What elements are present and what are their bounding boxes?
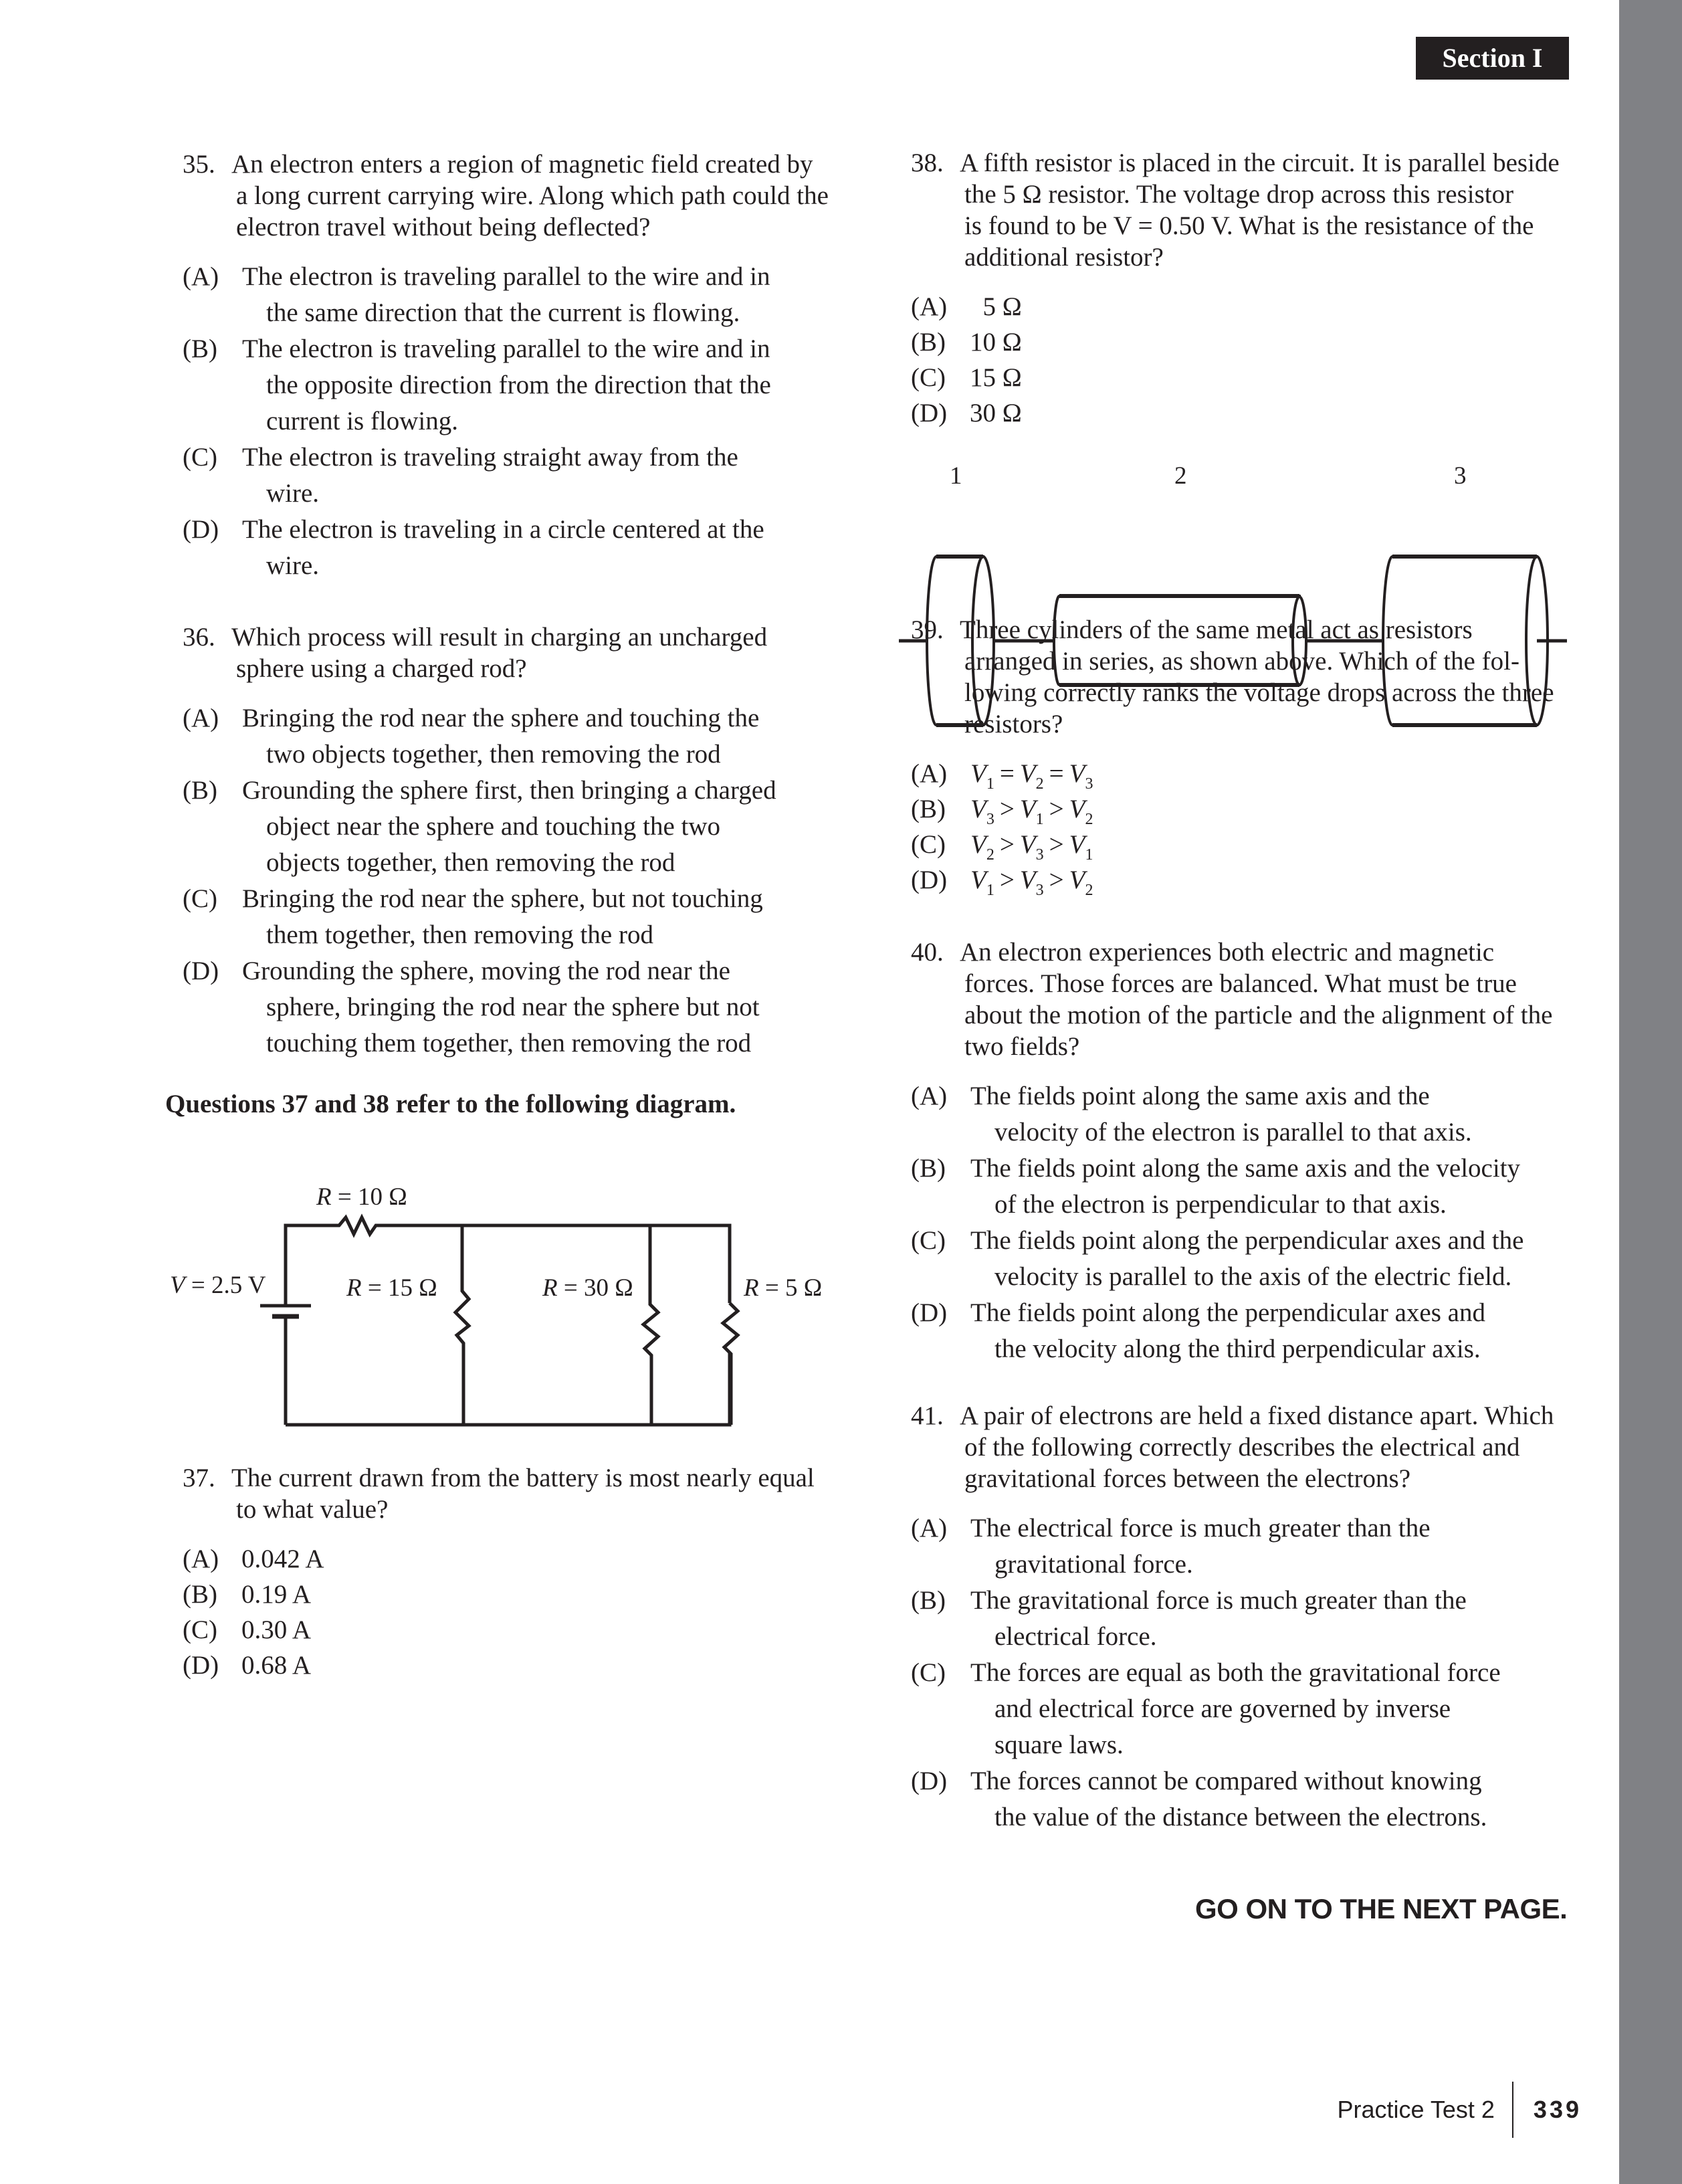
comparison-operator: = [999, 759, 1015, 788]
option-text-line: Bringing the rod near the sphere, but not touching [242, 884, 763, 913]
subscript: 2 [1085, 811, 1093, 828]
option-text-line: the velocity along the third perpendicular axis. [994, 1334, 1481, 1363]
option-text-line: sphere, bringing the rod near the sphere but not [266, 993, 760, 1021]
option-text-line: The fields point along the same axis and the velocity [970, 1154, 1521, 1183]
option-text-line: two objects together, then removing the rod [266, 740, 721, 769]
question-text-line: arranged in series, as shown above. Which of the fol- [964, 647, 1519, 676]
answer-option-b[interactable] [911, 791, 1580, 827]
question-text-line: about the motion of the particle and the alignment of the [964, 1001, 1553, 1029]
question-text-line: additional resistor? [964, 243, 1164, 272]
question-text-line: two fields? [964, 1032, 1080, 1061]
subscript: 3 [1035, 846, 1044, 864]
option-letter: (C) [911, 830, 946, 859]
diagram-heading: Questions 37 and 38 refer to the following diagram. [165, 1090, 736, 1118]
option-text-line: current is flowing. [266, 407, 459, 435]
option-letter: (A) [911, 1082, 948, 1110]
question-text-line: An electron experiences both electric and magnetic [960, 938, 1495, 967]
comparison-operator: > [1049, 795, 1064, 823]
voltage-variable: V [1069, 795, 1085, 823]
question-text-line: resistors? [964, 710, 1063, 738]
subscript: 1 [1085, 846, 1093, 864]
option-letter: (D) [911, 1298, 948, 1327]
option-text-line: them together, then removing the rod [266, 920, 653, 949]
question-text-line: forces. Those forces are balanced. What must be true [964, 969, 1517, 998]
go-on-next-page: GO ON TO THE NEXT PAGE. [1195, 1893, 1568, 1924]
option-text-line: The electron is traveling parallel to the wire and in [242, 334, 770, 363]
question-number: 38. [911, 148, 944, 177]
answer-option-b[interactable] [911, 1151, 1580, 1223]
subscript: 3 [986, 811, 994, 828]
option-text-line: object near the sphere and touching the two [266, 812, 721, 841]
voltage-variable: V [1019, 830, 1036, 859]
answer-options [911, 1510, 1580, 1835]
option-letter: (C) [911, 1658, 946, 1687]
comparison-operator: = [1049, 759, 1064, 788]
question-text-line: a long current carrying wire. Along which path could the [236, 181, 829, 210]
option-letter: (A) [183, 262, 219, 291]
option-letter: (D) [183, 515, 219, 544]
voltage-variable: V [1069, 866, 1085, 894]
question-text-line: to what value? [236, 1495, 389, 1524]
option-text-line: 0.30 A [241, 1615, 312, 1644]
comparison-operator: > [999, 830, 1015, 859]
option-text-line: of the electron is perpendicular to that axis. [994, 1190, 1447, 1219]
subscript: 1 [986, 775, 994, 793]
option-text-line: wire. [266, 479, 320, 508]
answer-options [911, 756, 1580, 898]
option-text-line: 5 Ω [970, 292, 1022, 321]
option-letter: (B) [911, 1586, 946, 1615]
comparison-operator: > [1049, 830, 1064, 859]
option-letter: (A) [911, 759, 948, 788]
option-text-line: Bringing the rod near the sphere and touching the [242, 704, 760, 732]
option-text-line: the opposite direction from the direction that the [266, 371, 771, 399]
series-resistor-label: R = 10 Ω [316, 1183, 407, 1211]
voltage-variable: V [970, 759, 986, 788]
question-number: 41. [911, 1401, 944, 1430]
option-letter: (B) [183, 1580, 217, 1609]
question-stem [911, 1400, 1580, 1494]
answer-option-b[interactable] [911, 1583, 1580, 1655]
option-text-line: gravitational force. [994, 1550, 1193, 1579]
battery-voltage-label: V = 2.5 V [170, 1272, 266, 1299]
option-text-line: touching them together, then removing the rod [266, 1029, 752, 1058]
page-number: 339 [1533, 2096, 1582, 2123]
question-text-line: of the following correctly describes the electrical and [964, 1433, 1520, 1462]
option-letter: (B) [183, 776, 217, 805]
option-expression [970, 756, 1580, 791]
cylinder-label-2: 2 [1174, 462, 1187, 490]
question-number: 37. [183, 1464, 215, 1492]
option-letter: (D) [911, 399, 948, 427]
option-letter: (A) [911, 1514, 948, 1543]
question-text-line: Three cylinders of the same metal act as resistors [960, 615, 1473, 644]
subscript: 3 [1085, 775, 1093, 793]
option-text-line: wire. [266, 551, 320, 580]
option-letter: (D) [911, 866, 948, 894]
option-text-line: Grounding the sphere first, then bringing a charged [242, 776, 776, 805]
answer-options [911, 1078, 1580, 1367]
option-text-line: the value of the distance between the electrons. [994, 1803, 1487, 1831]
question-text-line: Which process will result in charging an uncharged [231, 623, 768, 652]
option-text-line: the same direction that the current is flowing. [266, 298, 740, 327]
subscript: 2 [1085, 882, 1093, 899]
page-footer [1337, 2082, 1582, 2138]
question-number: 39. [911, 615, 944, 644]
question-text-line: gravitational forces between the electrons? [964, 1464, 1411, 1493]
option-letter: (D) [911, 1767, 948, 1795]
question-stem [911, 614, 1580, 740]
answer-option-d[interactable] [911, 1763, 1580, 1835]
footer-divider [1512, 2082, 1513, 2138]
option-letter: (B) [183, 334, 217, 363]
answer-option-c[interactable] [911, 1655, 1580, 1763]
question-text-line: An electron enters a region of magnetic field created by [231, 150, 813, 179]
option-letter: (B) [911, 795, 946, 823]
section-label: Section I [1416, 37, 1569, 80]
question-stem [911, 936, 1580, 1062]
answer-option-d[interactable] [911, 1295, 1580, 1367]
option-text-line: Grounding the sphere, moving the rod near the [242, 957, 730, 985]
question-text-line: the 5 Ω resistor. The voltage drop across this resistor [964, 180, 1514, 209]
option-letter: (C) [911, 363, 946, 392]
question-text-line: The current drawn from the battery is most nearly equal [231, 1464, 815, 1492]
question-41 [911, 1400, 1580, 1835]
option-text-line: velocity of the electron is parallel to that axis. [994, 1118, 1472, 1147]
question-text-line: electron travel without being deflected? [236, 213, 651, 241]
voltage-variable: V [970, 830, 986, 859]
option-text-line: The electrical force is much greater than the [970, 1514, 1431, 1543]
option-text-line: The fields point along the same axis and the [970, 1082, 1430, 1110]
subscript: 3 [1035, 882, 1044, 899]
question-text-line: A fifth resistor is placed in the circuit. It is parallel beside [960, 148, 1560, 177]
option-text-line: 30 Ω [970, 399, 1022, 427]
option-letter: (B) [911, 1154, 946, 1183]
option-expression [970, 827, 1580, 862]
answer-option-d[interactable] [911, 862, 1580, 898]
option-text-line: 10 Ω [970, 328, 1022, 357]
subscript: 1 [986, 882, 994, 899]
question-text-line: A pair of electrons are held a fixed distance apart. Which [960, 1401, 1554, 1430]
option-expression [970, 791, 1580, 827]
option-text-line: The fields point along the perpendicular axes and the [970, 1226, 1524, 1255]
voltage-variable: V [1069, 759, 1085, 788]
voltage-variable: V [970, 866, 986, 894]
option-text-line: 0.042 A [241, 1545, 324, 1573]
question-39 [911, 614, 1580, 898]
cylinder-label-3: 3 [1454, 462, 1467, 490]
option-text-line: The forces cannot be compared without knowing [970, 1767, 1482, 1795]
subscript: 2 [1035, 775, 1044, 793]
resistor-15-label: R = 15 Ω [346, 1274, 437, 1302]
subscript: 2 [986, 846, 994, 864]
resistor-30-label: R = 30 Ω [542, 1274, 633, 1302]
option-letter: (D) [183, 1651, 219, 1680]
option-text-line: 0.68 A [241, 1651, 312, 1680]
option-expression [970, 862, 1580, 898]
question-number: 36. [183, 623, 215, 652]
option-text-line: 15 Ω [970, 363, 1022, 392]
answer-option-a[interactable] [911, 1510, 1580, 1583]
question-40 [911, 936, 1580, 1367]
question-text-line: lowing correctly ranks the voltage drops across the three [964, 678, 1554, 707]
question-text-line: is found to be V = 0.50 V. What is the resistance of the [964, 211, 1534, 240]
option-text-line: The gravitational force is much greater than the [970, 1586, 1467, 1615]
subscript: 1 [1035, 811, 1044, 828]
option-letter: (C) [183, 1615, 217, 1644]
option-text-line: objects together, then removing the rod [266, 848, 675, 877]
option-text-line: The electron is traveling parallel to the wire and in [242, 262, 770, 291]
option-letter: (B) [911, 328, 946, 357]
option-letter: (C) [183, 884, 217, 913]
answer-option-c[interactable] [911, 1223, 1580, 1295]
option-text-line: The electron is traveling straight away from the [242, 443, 738, 472]
option-text-line: The forces are equal as both the gravitational force [970, 1658, 1501, 1687]
comparison-operator: > [999, 866, 1015, 894]
comparison-operator: > [999, 795, 1015, 823]
option-text-line: and electrical force are governed by inverse [994, 1694, 1451, 1723]
resistor-5-label: R = 5 Ω [744, 1274, 823, 1302]
voltage-variable: V [1019, 866, 1036, 894]
voltage-variable: V [1019, 759, 1036, 788]
voltage-variable: V [970, 795, 986, 823]
option-letter: (A) [183, 1545, 219, 1573]
option-letter: (D) [183, 957, 219, 985]
option-text-line: The electron is traveling in a circle centered at the [242, 515, 764, 544]
voltage-variable: V [1069, 830, 1085, 859]
option-letter: (C) [183, 443, 217, 472]
option-letter: (C) [911, 1226, 946, 1255]
cylinder-label-1: 1 [950, 462, 962, 490]
comparison-operator: > [1049, 866, 1064, 894]
option-text-line: square laws. [994, 1730, 1124, 1759]
option-text-line: 0.19 A [241, 1580, 312, 1609]
answer-option-a[interactable] [911, 1078, 1580, 1151]
question-text-line: sphere using a charged rod? [236, 654, 527, 683]
option-text-line: electrical force. [994, 1622, 1157, 1651]
option-text-line: velocity is parallel to the axis of the electric field. [994, 1262, 1512, 1291]
question-number: 35. [183, 150, 215, 179]
answer-option-c[interactable] [911, 827, 1580, 862]
option-letter: (A) [911, 292, 948, 321]
answer-option-a[interactable] [911, 756, 1580, 791]
question-number: 40. [911, 938, 944, 967]
voltage-variable: V [1019, 795, 1036, 823]
book-section-label: Practice Test 2 [1337, 2096, 1495, 2123]
option-letter: (A) [183, 704, 219, 732]
option-text-line: The fields point along the perpendicular axes and [970, 1298, 1485, 1327]
